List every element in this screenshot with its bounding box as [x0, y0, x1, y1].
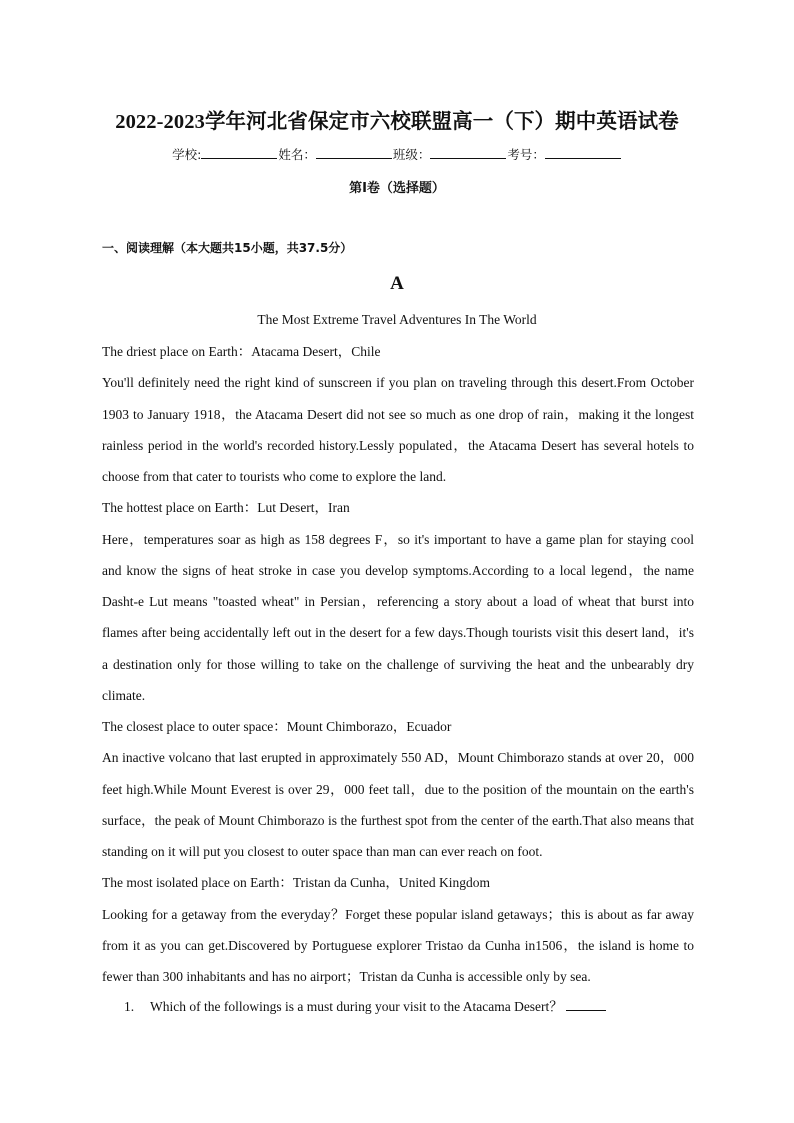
exam-title: 2022-2023学年河北省保定市六校联盟高一（下）期中英语试卷 [115, 111, 679, 133]
school-blank[interactable] [201, 146, 277, 159]
volume-heading: 第I卷（选择题） [349, 181, 445, 196]
question-1 [124, 991, 606, 1022]
section-heading: 一、阅读理解（本大题共15小题，共37.5分） [102, 241, 353, 255]
passage-body [102, 336, 694, 992]
passage-paragraph: An inactive volcano that last erupted in approximately 550 AD，Mount Chimborazo stands at over 20，000 feet high.While Mount Everest is over 29，000 feet tall，due to the position of the mountain on the earth's surface，the peak of Mount Chimborazo is the furthest spot from the center of the earth.That also means that standing on it will put you closest to outer space than man can ever reach on foot. [102, 750, 694, 859]
passage-letter: A [390, 273, 404, 294]
passage-subheading: The most isolated place on Earth：Tristan da Cunha，United Kingdom [102, 875, 490, 891]
name-blank[interactable] [316, 146, 392, 159]
answer-blank[interactable] [566, 998, 606, 1011]
exam-number-label: 考号： [507, 147, 545, 162]
passage-paragraph: Here，temperatures soar as high as 158 degrees F，so it's important to have a game plan for staying cool and know the signs of heat stroke in case you develop symptoms.According to a local legend，the name Dasht-e Lut means "toasted wheat" in Persian，referencing a story about a load of wheat that burst into flames after being accidentally left out in the desert for a few days.Though tourists visit this desert land，it's a destination only for those willing to take on the challenge of surviving the heat and the unbearably dry climate. [102, 531, 694, 703]
passage-paragraph: Looking for a getaway from the everyday？Forget these popular island getaways；this is about as far away from it as you can get.Discovered by Portuguese explorer Tristao da Cunha in1506，the island is home to fewer than 300 inhabitants and has no airport；Tristan da Cunha is accessible only by sea. [102, 906, 694, 984]
name-label: 姓名： [278, 147, 316, 162]
passage-title: The Most Extreme Travel Adventures In The World [257, 312, 537, 327]
passage-subheading: The hottest place on Earth：Lut Desert，Iran [102, 500, 350, 516]
question-text: Which of the followings is a must during your visit to the Atacama Desert？ [150, 999, 563, 1014]
class-label: 班级： [392, 147, 431, 162]
exam-number-blank[interactable] [545, 146, 621, 159]
passage-subheading: The driest place on Earth：Atacama Desert，Chile [102, 344, 381, 359]
class-blank[interactable] [430, 146, 506, 159]
school-label: 学校: [172, 147, 202, 162]
student-info-line [0, 145, 794, 163]
passage-subheading: The closest place to outer space：Mount Chimborazo，Ecuador [102, 719, 452, 734]
passage-paragraph: You'll definitely need the right kind of sunscreen if you plan on traveling through this desert.From October 1903 to January 1918，the Atacama Desert did not see so much as one drop of rain，making it the longest rainless period in the world's recorded history.Lessly populated，the Atacama Desert has several hotels to choose from that cater to tourists who come to explore the land. [102, 375, 694, 484]
question-number: 1. [124, 999, 135, 1014]
